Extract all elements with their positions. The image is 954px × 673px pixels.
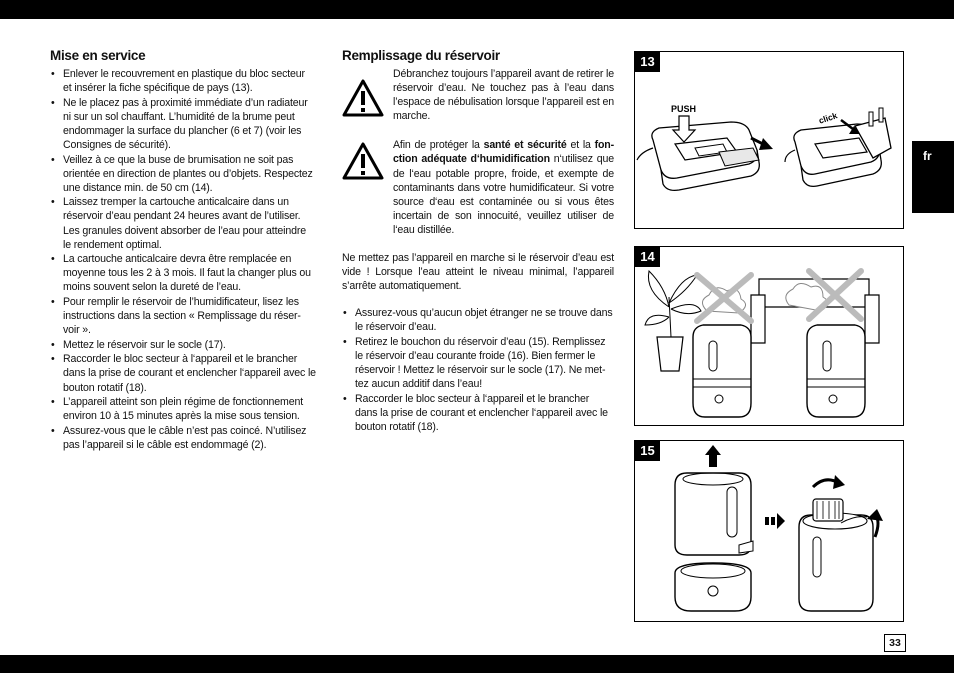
- list-item: • Assurez-vous qu’aucun objet étranger ne se trouve dans le réservoir d’eau.: [342, 306, 614, 334]
- list-item: • La cartouche anticalcaire devra être remplacée en moyenne tous les 2 à 3 mois. Il faut la changer plus ou moins souvent selon la dureté de l’eau.: [50, 252, 316, 294]
- warning-text: Afin de protéger la santé et sécurité et la fon-ction adéquate d‘humidification n‘utilisez que de l‘eau potable propre, froide, et exempte de contaminants dans votre humidificateur. Si votre source d‘eau est contaminée ou si vous êtes incertain de son innocuité, veuillez utiliser de l‘eau distillée.: [393, 139, 614, 236]
- page-number: 33: [884, 634, 906, 652]
- figure-15: [634, 440, 904, 622]
- bottom-bar: [0, 655, 954, 673]
- list-item: • Assurez-vous que le câble n’est pas coincé. N’utilisez pas l’appareil si le câble est endommagé (2).: [50, 424, 316, 452]
- list-item: • Ne le placez pas à proximité immédiate d’un radiateur ni sur un sol chauffant. L’humidité de la brume peut endommager la surface du plancher (6 et 7) (voir les Consignes de sécurité).: [50, 96, 316, 152]
- list-item: • L’appareil atteint son plein régime de fonctionnement environ 10 à 15 minutes après la mise sous tension.: [50, 395, 316, 423]
- figure-13: [634, 51, 904, 229]
- figure-number: 14: [635, 247, 660, 267]
- section-title: Remplissage du réservoir: [342, 48, 500, 63]
- list-item: • Enlever le recouvrement en plastique du bloc secteur et insérer la fiche spécifique de pays (13).: [50, 67, 316, 95]
- list-item: • Raccorder le bloc secteur à l‘appareil et le brancher dans la prise de courant et enclencher l‘appareil avec le bouton rotatif (18).: [50, 352, 316, 394]
- list-item: • Mettez le réservoir sur le socle (17).: [50, 338, 316, 352]
- warning-block: [342, 67, 614, 123]
- bullet-list: [50, 67, 316, 452]
- list-item: • Veillez à ce que la buse de brumisation ne soit pas orientée en direction de plantes ou d’objets. Respectez une distance min. de 50 cm (14).: [50, 153, 316, 195]
- tank-removal-illustration: [635, 441, 903, 621]
- list-item: • Retirez le bouchon du réservoir d’eau (15). Remplissez le réservoir d’eau courante froide (16). Bien fermer le réservoir ! Mettez le réservoir sur le socle (17). Ne met-tez aucun additif dans l’eau!: [342, 335, 614, 391]
- figure-number: 13: [635, 52, 660, 72]
- section-mise-en-service: [50, 48, 316, 453]
- language-tab: fr: [912, 141, 954, 213]
- warning-text: Débranchez toujours l’appareil avant de retirer le réservoir d’eau. Ne touchez pas à l’eau dans l’espace de nébulisation lorsque l’appareil est en marche.: [393, 68, 614, 123]
- top-bar: [0, 0, 954, 19]
- bullet-list: [342, 306, 614, 434]
- list-item: • Raccorder le bloc secteur à l‘appareil et le brancher dans la prise de courant et enclencher l‘appareil avec le bouton rotatif (18).: [342, 392, 614, 434]
- warning-triangle-icon: [342, 142, 384, 180]
- list-item: • Laissez tremper la cartouche anticalcaire dans un réservoir d’eau pendant 24 heures avant de l’utiliser. Les granules doivent absorber de l’eau pour atteindre le rendement optimal.: [50, 195, 316, 251]
- figure-number: 15: [635, 441, 660, 461]
- warning-block: [342, 138, 614, 237]
- placement-warning-illustration: [635, 247, 903, 425]
- info-paragraph: Ne mettez pas l’appareil en marche si le réservoir d’eau est vide ! Lorsque l’eau atteint le niveau minimal, l’appareil s’arrête automatiquement.: [342, 252, 614, 293]
- push-label: PUSH: [671, 104, 697, 114]
- section-title: Mise en service: [50, 48, 146, 63]
- click-label: click: [817, 110, 839, 126]
- warning-triangle-icon: [342, 79, 384, 117]
- list-item: • Pour remplir le réservoir de l’humidificateur, lisez les instructions dans la section « Remplissage du réser-voir ».: [50, 295, 316, 337]
- figure-14: [634, 246, 904, 426]
- power-adapter-illustration: [635, 52, 903, 228]
- section-remplissage: [342, 48, 614, 435]
